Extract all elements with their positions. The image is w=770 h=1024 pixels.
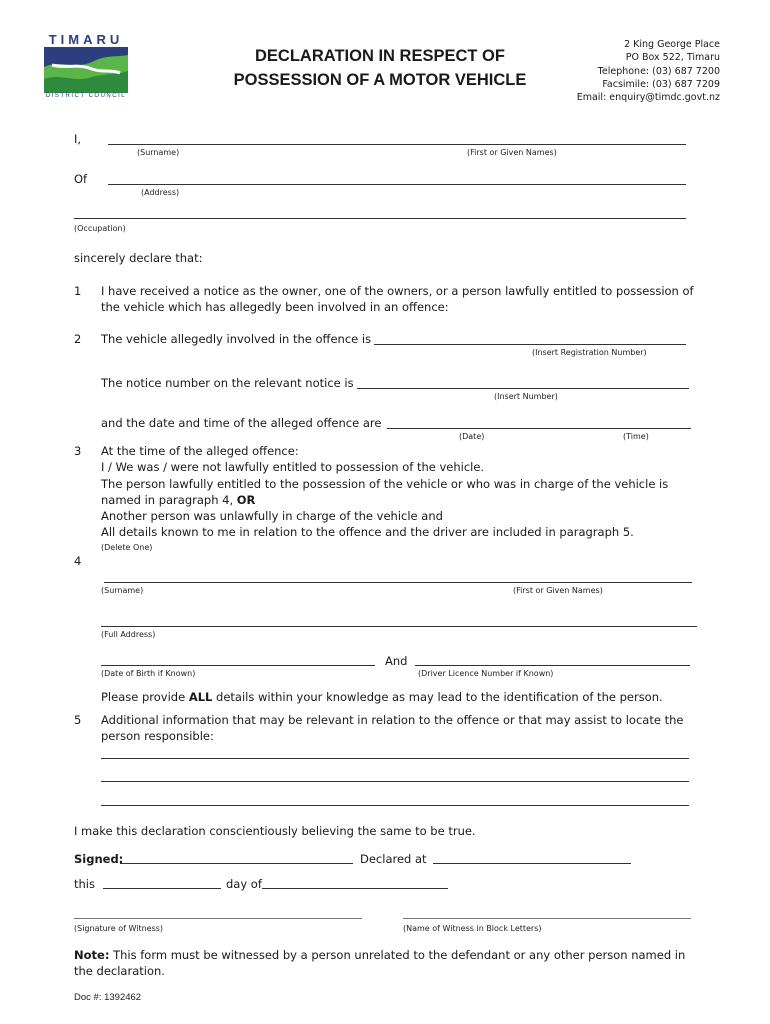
para3-or: OR	[236, 493, 256, 507]
signed-label-text: Signed:	[74, 852, 124, 866]
day-field[interactable]	[103, 888, 221, 889]
p4-full-address-caption: (Full Address)	[101, 630, 156, 639]
para3-line-1: At the time of the alleged offence:	[101, 444, 299, 458]
witness-name-caption: (Name of Witness in Block Letters)	[403, 924, 542, 933]
p4-licence-caption: (Driver Licence Number if Known)	[418, 669, 554, 678]
address-line-2: PO Box 522, Timaru	[625, 52, 720, 64]
this-label: this	[74, 877, 95, 891]
date-time-text: and the date and time of the alleged offence are	[101, 416, 382, 430]
signed-label	[74, 851, 123, 867]
time-caption: (Time)	[623, 432, 649, 441]
address-field[interactable]	[108, 184, 686, 185]
council-address	[577, 38, 720, 104]
p4-full-address-field[interactable]	[101, 626, 697, 627]
p4-provide-c: details within your knowledge as may lead to the identification of the person.	[212, 690, 663, 704]
date-time-field[interactable]	[387, 428, 691, 429]
of-label: Of	[74, 172, 88, 186]
para3-line-4-text: named in paragraph 4,	[101, 493, 237, 507]
p4-surname-caption: (Surname)	[101, 586, 144, 595]
additional-info-line-3[interactable]	[101, 805, 689, 806]
declared-at-field[interactable]	[433, 863, 631, 864]
address-facsimile: Facsimile: (03) 687 7209	[602, 78, 720, 90]
p4-provide-all: ALL	[188, 690, 213, 704]
first-name-caption: (First or Given Names)	[467, 148, 557, 157]
para3-line-3: The person lawfully entitled to the possession of the vehicle or who was in charge of the vehicle is	[101, 477, 669, 491]
title-line-1: DECLARATION IN RESPECT OF	[255, 47, 505, 65]
para1-line-2: the vehicle which has allegedly been involved in an offence:	[101, 300, 449, 314]
witness-signature-caption: (Signature of Witness)	[74, 924, 164, 933]
occupation-caption: (Occupation)	[74, 224, 126, 233]
para5-number: 5	[74, 713, 82, 727]
declared-at-label: Declared at	[360, 852, 427, 866]
para4-number: 4	[74, 554, 82, 568]
address-line-1: 2 King George Place	[624, 39, 720, 50]
logo-bottom-text: DISTRICT COUNCIL	[45, 93, 127, 99]
delete-one-caption: (Delete One)	[101, 543, 153, 552]
address-caption: (Address)	[141, 188, 180, 197]
para5-line-1: Additional information that may be relevant in relation to the offence or that may assist to locate the	[101, 713, 684, 727]
para1-line-1: I have received a notice as the owner, one of the owners, or a person lawfully entitled to possession of	[101, 284, 694, 298]
para3-line-5: Another person was unlawfully in charge of the vehicle and	[101, 509, 443, 523]
p4-dob-caption: (Date of Birth if Known)	[101, 669, 196, 678]
p4-dob-field[interactable]	[101, 665, 375, 666]
signature-field[interactable]	[120, 863, 353, 864]
p4-provide-a: Please provide	[101, 690, 189, 704]
month-year-field[interactable]	[262, 888, 448, 889]
intro-text: sincerely declare that:	[74, 251, 203, 265]
logo-landscape-icon	[44, 47, 128, 93]
para2-number: 2	[74, 332, 82, 346]
doc-number: Doc #: 1392462	[74, 992, 142, 1003]
i-label: I,	[74, 132, 82, 146]
notice-number-field[interactable]	[357, 388, 689, 389]
p4-and-label: And	[385, 654, 408, 668]
para1-number: 1	[74, 284, 82, 298]
para3-line-4	[101, 492, 255, 508]
occupation-field[interactable]	[74, 218, 686, 219]
notice-text: The notice number on the relevant notice is	[101, 376, 354, 390]
council-logo	[44, 32, 128, 102]
address-telephone: Telephone: (03) 687 7200	[597, 65, 720, 77]
registration-field[interactable]	[374, 344, 686, 345]
note-text-1: This form must be witnessed by a person unrelated to the defendant or any other person named in	[109, 948, 686, 962]
para3-line-2: I / We was / were not lawfully entitled to possession of the vehicle.	[101, 460, 485, 474]
day-of-label: day of	[226, 877, 262, 891]
date-caption: (Date)	[459, 432, 485, 441]
para5-line-2: person responsible:	[101, 729, 214, 743]
para3-line-6: All details known to me in relation to the offence and the driver are included in paragraph 5.	[101, 525, 634, 539]
note-label: Note:	[74, 948, 110, 962]
note-line-1	[74, 947, 685, 963]
p4-provide-text	[101, 689, 663, 705]
witness-signature-field[interactable]	[74, 918, 362, 919]
note-line-2: the declaration.	[74, 964, 165, 978]
notice-caption: (Insert Number)	[494, 392, 558, 401]
registration-caption: (Insert Registration Number)	[532, 348, 647, 357]
p4-licence-field[interactable]	[415, 665, 690, 666]
title-line-2: POSSESSION OF A MOTOR VEHICLE	[233, 71, 527, 89]
additional-info-line-2[interactable]	[101, 781, 689, 782]
declaration-statement: I make this declaration conscientiously believing the same to be true.	[74, 824, 476, 838]
para3-number: 3	[74, 444, 82, 458]
vehicle-text: The vehicle allegedly involved in the offence is	[101, 332, 372, 346]
surname-field[interactable]	[108, 144, 686, 145]
form-title	[210, 44, 550, 92]
p4-first-caption: (First or Given Names)	[513, 586, 603, 595]
address-email: Email: enquiry@timdc.govt.nz	[576, 92, 720, 104]
logo-top-text: TIMARU	[48, 32, 124, 47]
surname-caption: (Surname)	[137, 148, 180, 157]
witness-name-field[interactable]	[403, 918, 691, 919]
p4-surname-field[interactable]	[104, 582, 692, 583]
additional-info-line-1[interactable]	[101, 758, 689, 759]
